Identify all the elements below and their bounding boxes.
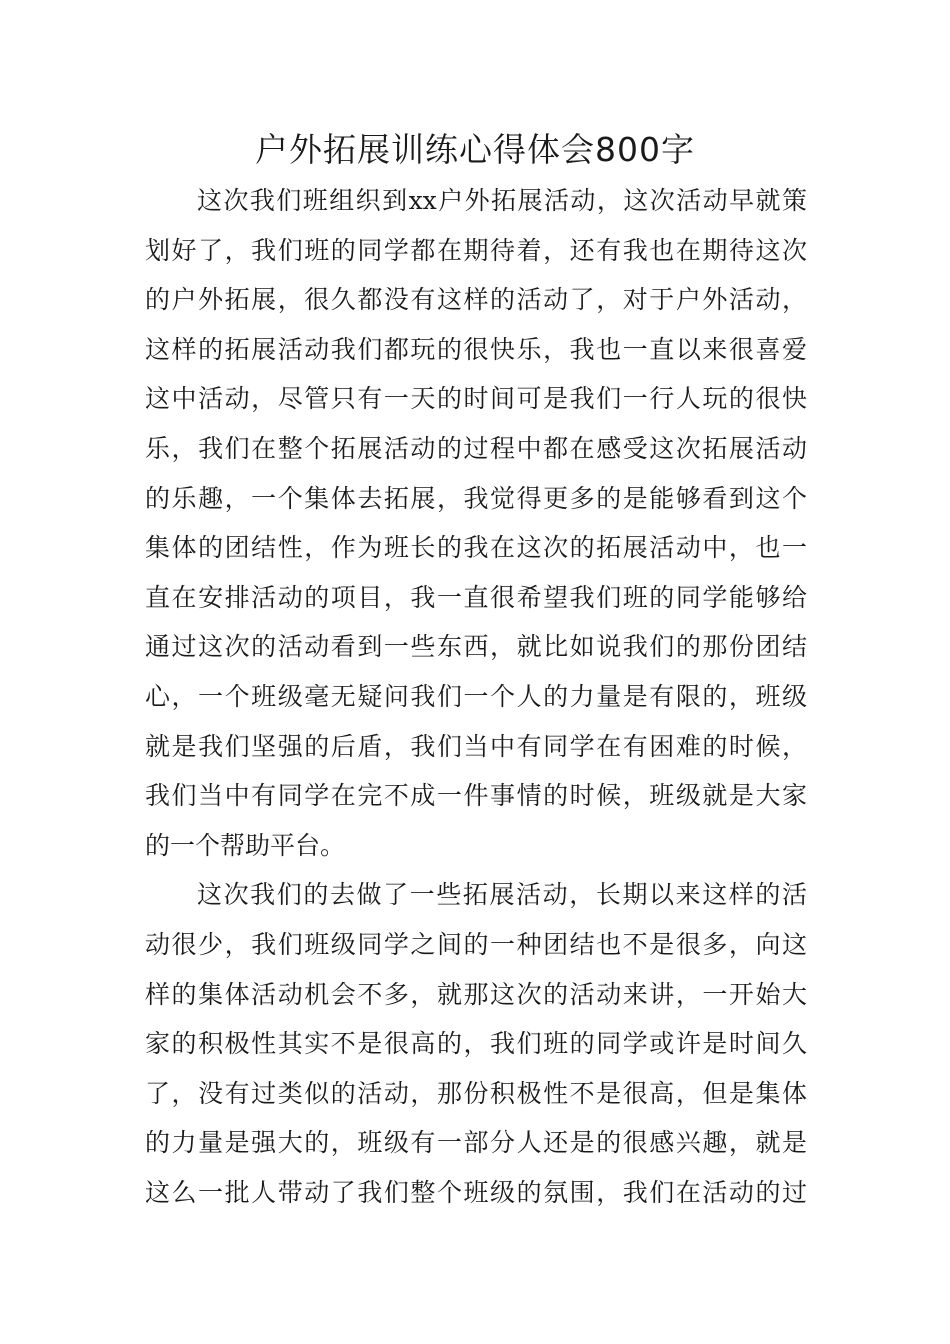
- paragraph-2-line: 的力量是强大的，班级有一部分人还是的很感兴趣，就是: [145, 1128, 807, 1158]
- document-body: [145, 176, 807, 1217]
- paragraph-2-line: 家的积极性其实不是很高的，我们班的同学或许是时间久: [145, 1029, 807, 1059]
- paragraph-2-line: 动很少，我们班级同学之间的一种团结也不是很多，向这: [145, 929, 807, 959]
- paragraph-1-line: 通过这次的活动看到一些东西，就比如说我们的那份团结: [145, 632, 807, 662]
- paragraph-1-line: 这次我们班组织到xx户外拓展活动，这次活动早就策: [197, 186, 807, 215]
- paragraph-2-line: 了，没有过类似的活动，那份积极性不是很高，但是集体: [145, 1078, 807, 1108]
- document-title: 户外拓展训练心得体会800字: [255, 130, 695, 169]
- paragraph-1-line: 这中活动，尽管只有一天的时间可是我们一行人玩的很快: [145, 384, 807, 414]
- paragraph-1-line: 心，一个班级毫无疑问我们一个人的力量是有限的，班级: [145, 681, 807, 711]
- paragraph-1-line: 这样的拓展活动我们都玩的很快乐，我也一直以来很喜爱: [145, 334, 807, 364]
- paragraph-2-line: 这么一批人带动了我们整个班级的氛围，我们在活动的过: [145, 1177, 807, 1207]
- paragraph-1-line: 的户外拓展，很久都没有这样的活动了，对于户外活动，: [145, 285, 807, 315]
- paragraph-1-line: 集体的团结性，作为班长的我在这次的拓展活动中，也一: [145, 533, 807, 563]
- paragraph-1-line: 乐，我们在整个拓展活动的过程中都在感受这次拓展活动: [145, 433, 807, 463]
- paragraph-1-line: 我们当中有同学在完不成一件事情的时候，班级就是大家: [145, 781, 807, 811]
- paragraph-2-line: 样的集体活动机会不多，就那这次的活动来讲，一开始大: [145, 979, 807, 1009]
- paragraph-2-line: 这次我们的去做了一些拓展活动，长期以来这样的活: [197, 880, 807, 910]
- paragraph-1-line: 的一个帮助平台。: [145, 830, 346, 860]
- paragraph-1-line: 直在安排活动的项目，我一直很希望我们班的同学能够给: [145, 582, 807, 612]
- paragraph-1-line: 就是我们坚强的后盾，我们当中有同学在有困难的时候，: [145, 731, 807, 761]
- paragraph-1-line: 划好了，我们班的同学都在期待着，还有我也在期待这次: [145, 235, 807, 265]
- paragraph-1-line: 的乐趣，一个集体去拓展，我觉得更多的是能够看到这个: [145, 483, 807, 513]
